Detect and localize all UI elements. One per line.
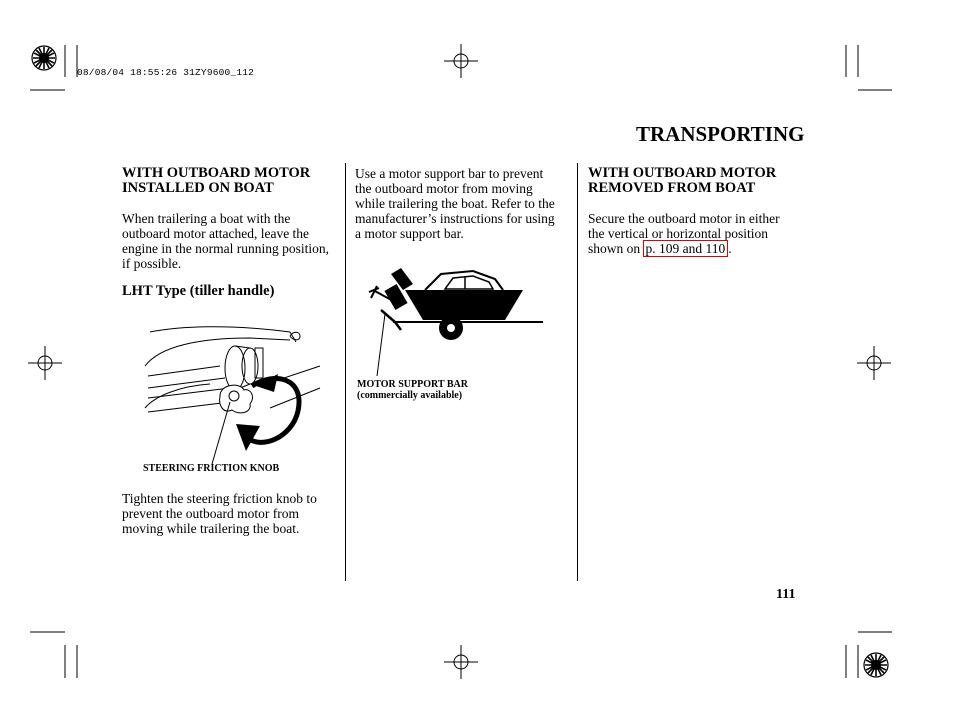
crosshair-icon (28, 346, 62, 380)
tiller-handle-illustration (140, 326, 340, 456)
column-divider (577, 163, 578, 581)
figure-caption: STEERING FRICTION KNOB (143, 463, 280, 474)
section-heading: WITH OUTBOARD MOTOR INSTALLED ON BOAT (122, 165, 311, 196)
support-bar-paragraph: Use a motor support bar to prevent the outboard motor from moving while trailering the boat. Refer to the manufacturer’s instructions for using a motor support bar. (355, 166, 555, 241)
registration-mark-icon (29, 43, 59, 73)
instruction-paragraph: Tighten the steering friction knob to prevent the outboard motor from moving while trailering the boat. (122, 491, 317, 536)
crosshair-icon (444, 44, 478, 78)
registration-mark-icon (861, 650, 891, 680)
intro-paragraph: When trailering a boat with the outboard motor attached, leave the engine in the normal running position, if possible. (122, 211, 329, 271)
crosshair-icon (444, 645, 478, 679)
page-reference-link[interactable]: p. 109 and 110 (643, 240, 729, 257)
crosshair-icon (857, 346, 891, 380)
print-stamp: 08/08/04 18:55:26 31ZY9600_112 (77, 67, 255, 78)
page-title: TRANSPORTING (636, 122, 805, 146)
page-number: 111 (776, 587, 796, 602)
column-divider (345, 163, 346, 581)
section-heading: WITH OUTBOARD MOTOR REMOVED FROM BOAT (588, 165, 777, 196)
support-bar-caption: MOTOR SUPPORT BAR (commercially available) (357, 379, 468, 401)
storage-paragraph: Secure the outboard motor in either the vertical or horizontal position shown on p. 109 and 110 . (588, 211, 780, 256)
boat-trailer-illustration (355, 262, 545, 392)
subheading: LHT Type (tiller handle) (122, 283, 275, 299)
